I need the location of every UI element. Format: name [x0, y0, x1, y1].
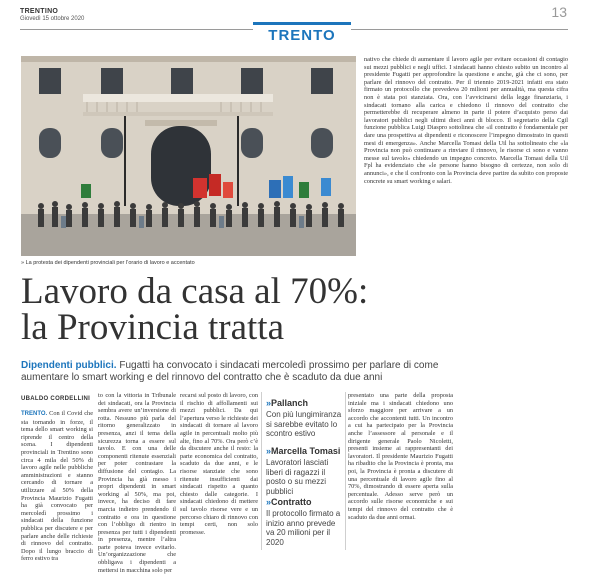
photo-caption: » La protesta dei dipendenti provinciali per l’orario di lavoro e accentato [21, 260, 195, 266]
dateline: TRENTO. [21, 411, 48, 417]
subhead-lead: Dipendenti pubblici. [21, 360, 117, 371]
issue-date: Giovedì 15 ottobre 2020 [20, 16, 85, 22]
building-photo-illustration [21, 56, 356, 256]
quote-text: Il protocollo firmato a inizio anno prevede va 20 milioni per il 2020 [266, 509, 341, 547]
column-divider [261, 392, 262, 550]
sidebar-quote-2: »Marcella Tomasi Lavoratori lasciati liberi di ragazzi il posto o su mezzi pubblici [266, 446, 341, 496]
quote-title: Marcella Tomasi [271, 446, 341, 456]
column-text: presentato una parte della proposta iniziale ma i sindacati chiedono uno sforzo maggiore per arrivare a un accordo che accontenti tutti. Un incontro a cui ha partecipato per la Provincia anche l’assessore al personale e il dirigente generale Paolo Nicoletti, presenti insieme ai rappresentanti dei lavoratori. Il presidente Maurizio Fugatti ha ribadito che la Provincia è pronta, ma poi, la Provincia è pronta a discutere di una percentuale di lavoro agile fino al 70%, dimostrando di essere aperta sulla percentuale. Adesso serve però un accordo sulle risorse economiche e sui tempi del rinnovo del contratto che è scaduto da due anni ormai. [348, 392, 453, 521]
column-text: recarsi sul posto di lavoro, con il rischio di affollamenti sui mezzi pubblici. Da qui l’apertura verso le richieste dei sindacati di tornare al lavoro agile in percentuali molto più alte, fino al 70%. Ora però c’è da discutere anche il resto: la parte economica del contratto, scaduto da due anni, e le risorse stanziate che sono ritenute insufficienti dai sindacati rispetto a quanto chiesto dalle categorie. I sindacati chiedono di mettere sul tavolo risorse vere e un percorso chiaro di rinnovo con tempi certi, non solo promesse. [180, 392, 258, 536]
page-number: 13 [551, 4, 567, 20]
quote-text: Lavoratori lasciati liberi di ragazzi il posto o su mezzi pubblici [266, 458, 329, 496]
article-column-1 [21, 410, 93, 563]
subhead-text: Fugatti ha convocato i sindacati mercoledì prossimo per parlare di come aumentare lo smart working e del rinnovo del contratto che è scaduto da due anni [21, 360, 439, 383]
article-column-2 [98, 392, 176, 574]
headline [21, 271, 569, 348]
sidebar-quote-3: »Contratto Il protocollo firmato a inizio anno prevede va 20 milioni per il 2020 [266, 497, 341, 547]
article-column-4 [348, 392, 453, 550]
quote-title: Contratto [271, 497, 312, 507]
column-divider [345, 392, 346, 550]
column-text: nativo che chiede di aumentare il lavoro agile per evitare occasioni di contagio sui mezzi pubblici e negli uffici. I sindacati hanno chiesto subito un incontro al presidente Fugatti per approfondire la questione e anche, già che ci sono, per parlare del rinnovo del contratto. Per il triennio 2019-2021 infatti era stato firmato un protocollo che prevedeva 20 milioni per annualità, ma questa cifra non è stata poi stanziata. Ora, con l’avvicinarsi della legge finanziaria, i sindacati tornano alla carica e chiedono il rinnovo del contratto che permetterebbe di recuperare almeno in parte il potere d’acquisto perso dai lavoratori pubblici negli ultimi dieci anni di blocco. Il segretario della Cgil funzione pubblica Luigi Diaspro sottolinea che «il contratto è fondamentale per dare una prospettiva ai dipendenti e riconoscere l’impegno dimostrato in questi mesi di emergenza». Anche Marcella Tomasi della Uil ha sottolineato che «la Provincia non può continuare a rinviare il rinnovo, le risorse ci sono e vanno messe sul tavolo» chiedendo un impegno concreto. Marcella Tomasi della Uil Fpl ha evidenziato che «le persone hanno bisogno di certezze, non solo di annunci», e che il confronto con la Provincia deve partire da subito con proposte concrete su smart working e salari. [364, 56, 568, 185]
article-photo [21, 56, 356, 256]
byline: UBALDO CORDELLINI [21, 396, 91, 402]
masthead [20, 8, 84, 22]
quote-text: Con più lungimiranza si sarebbe evitato lo scontro estivo [266, 410, 342, 438]
subheadline [21, 360, 441, 384]
section-tab [253, 22, 351, 48]
headline-line-1: Lavoro da casa al 70%: [21, 271, 369, 312]
section-title: TRENTO [268, 27, 336, 44]
column-text: to con la vittoria in Tribunale dei sindacati, ora la Provincia sembra avere un’inversione di rotta. Nessuno più parla del ritorno generalizzato in presenza, anzi il tema della sicurezza torna a essere sul tavolo. E con una delle componenti ritenute essenziali per poter contrastare la diffusione del contagio. La Provincia ha già messo i propri dipendenti in smart working al 50%, ma poi, invece, ha deciso di fare marcia indietro prendendo il contratto e ora in questione con l’obbligo di rientro in presenza per tutti i dipendenti in presenza, mentre l’altra parte poteva invece evitarlo. Un’organizzazione che obbligava i dipendenti a mettersi in macchina solo per [98, 392, 176, 574]
headline-line-2: la Provincia tratta [21, 307, 285, 348]
column-text: Con il Covid che sta tornando in forze, il tema dello smart working si riprende il centro della scena. I dipendenti provinciali in Trentino sono circa 4 mila del 50% di lavoro agile nelle pubbliche amministrazioni e stanno cercando di tornare a utilizzare al 50% della Provincia Maurizio Fugatti ha già convocato per mercoledì prossimo i sindacati della funzione pubblica per discutere e per parlare anche delle richieste di rinnovo del contratto. Dopo il lungo braccio di ferro estivo tra [21, 410, 93, 563]
quote-title: Pallanch [271, 398, 309, 408]
paper-name: TRENTINO [20, 8, 59, 15]
article-column-3 [180, 392, 258, 550]
article-column-right-top [364, 56, 568, 273]
sidebar-quote-1: »Pallanch Con più lungimiranza si sarebbe evitato lo scontro estivo [266, 398, 342, 438]
